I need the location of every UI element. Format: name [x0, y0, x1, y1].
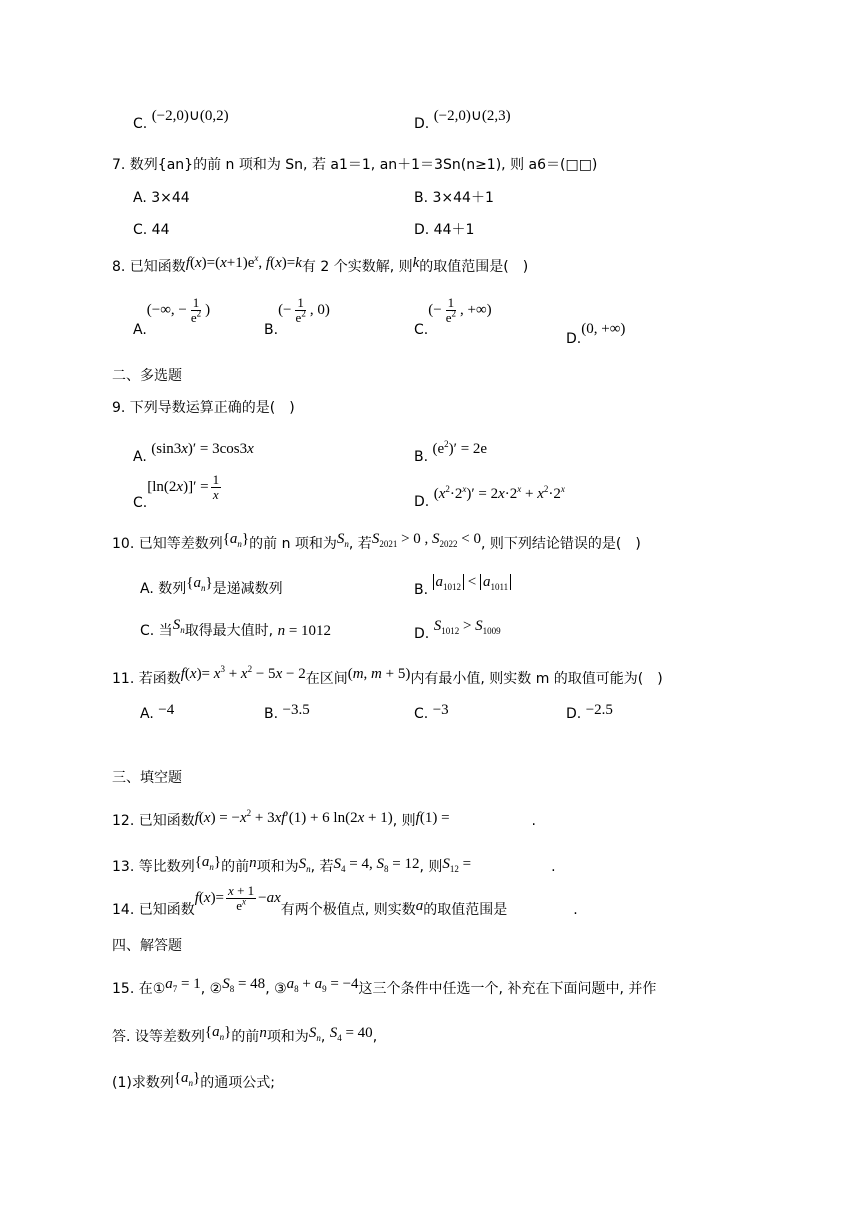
option-value: −2.5	[585, 702, 613, 718]
math-expr: (− $\frac{1}{e^2}$ , +∞)	[428, 295, 492, 325]
q9-option-c	[133, 472, 223, 512]
math-expr: (−∞, − $\frac{1}{e^2}$ )	[146, 295, 211, 325]
option-label: C.	[414, 706, 429, 722]
q14-stem	[112, 883, 578, 919]
section-title: 四、解答题	[112, 938, 182, 954]
math-expr: (0, +∞)	[581, 321, 626, 337]
q10-stem	[112, 531, 641, 553]
q10-option-d	[414, 617, 501, 642]
math-k: k	[412, 255, 420, 271]
q11-option-b	[264, 702, 310, 723]
q8-option-d	[566, 320, 626, 347]
stem-text: 在区间	[305, 671, 348, 687]
math-expr: $f(x) = -x^2 + 3xf'(1) + 6$ ln(2x + 1)	[194, 808, 393, 826]
q7-option-d: D. 44＋1	[414, 222, 475, 238]
blank-end: .	[551, 859, 556, 875]
math-expr: $a_7 = 1$	[165, 976, 201, 994]
math-seq: $\{a_n\}$	[204, 1024, 232, 1042]
stem-text: 11. 若函数	[112, 671, 181, 687]
q8-option-c	[414, 295, 492, 339]
q9-option-b	[414, 439, 488, 465]
q7-option-c: C. 44	[133, 222, 170, 238]
circled-two: ②	[209, 981, 223, 997]
option-text: 是递减数列	[212, 581, 283, 597]
q8-stem	[112, 253, 529, 276]
math-sn: $S_n$	[172, 617, 185, 635]
q10-option-a	[140, 575, 283, 598]
option-label: A.	[133, 449, 147, 465]
stem-text: 14. 已知函数	[112, 902, 195, 919]
q15-line1: 15. 在$①a_7 = 1$, $②S_8 = 48$, $③a_8 + a_9 = -4$这三个条件中任选一个, 补充在下面问题中, 并作	[112, 976, 657, 997]
option-value: −3.5	[282, 702, 310, 718]
math-expr: $a_8 + a_9 = -4$	[286, 976, 359, 994]
q15-line3	[112, 1070, 275, 1092]
section-title: 三、填空题	[112, 770, 182, 786]
math-expr: f(1) =	[415, 810, 450, 826]
math-n: n	[249, 855, 257, 871]
option-label: B.	[414, 449, 429, 465]
option-label: B.	[264, 706, 279, 722]
stem-text: 的通项公式;	[200, 1075, 275, 1091]
math-seq: $\{a_n\}$	[173, 1070, 201, 1088]
q10-option-b	[414, 573, 511, 598]
math-expr: $a_{1012} < a_{1011}$	[433, 574, 512, 590]
option-value: −4	[158, 702, 175, 718]
math-seq: $\{a_n\}$	[194, 854, 222, 872]
q6-option-c	[133, 108, 229, 133]
stem-text: 的前	[221, 859, 250, 875]
stem-text: 的取值范围是( )	[419, 259, 529, 275]
circled-three: ③	[274, 981, 287, 997]
option-label: B.	[264, 322, 279, 339]
stem-text: , 若	[348, 536, 372, 552]
q11-stem	[112, 664, 663, 688]
math-expr: $S_{12}$ =	[442, 856, 472, 874]
math-expr: $(e^2)' = 2e$	[432, 439, 488, 457]
option-label: D.	[566, 331, 582, 347]
option-label: D.	[414, 626, 430, 642]
q15-line2	[112, 1024, 378, 1046]
math-sn: $S_n$	[298, 856, 311, 874]
stem-text: 有两个极值点, 则实数	[280, 902, 416, 919]
math-expr: f ( x )= $\frac{x + 1}{e^x}$ − ax	[194, 883, 281, 913]
blank-end: .	[531, 813, 536, 829]
math-expr: (sin3x)′ = 3cos3x	[151, 441, 254, 457]
math-a: a	[415, 898, 424, 915]
stem-text: 项和为	[256, 859, 299, 875]
math-expr: $S_{1012} > S_{1009}$	[433, 618, 501, 636]
math-sn: $S_n$	[308, 1025, 321, 1043]
math-expr: (− $\frac{1}{e^2}$ , 0)	[278, 295, 330, 325]
math-expr: n = 1012	[277, 623, 332, 639]
math-seq: $\{a_n\}$	[222, 531, 250, 549]
q9-stem: 9. 下列导数运算正确的是( )	[112, 400, 295, 416]
stem-text: , 则	[392, 813, 416, 829]
q6-option-d	[414, 108, 511, 133]
option-label: A. 数列	[140, 581, 187, 597]
math-expr: $S_{2021} > 0$ , $S_{2022} < 0$	[371, 531, 481, 549]
option-label: C.	[133, 116, 148, 132]
math-expr: (−2,0)∪(2,3)	[433, 108, 511, 124]
stem-text: ,	[320, 1029, 326, 1045]
stem-text: 内有最小值, 则实数 m 的取值可能为( )	[410, 671, 663, 687]
blank-end: .	[573, 902, 578, 919]
option-label: A.	[133, 322, 147, 339]
stem-text: 有 2 个实数解, 则	[301, 259, 413, 275]
section-title: 二、多选题	[112, 368, 182, 384]
q8-option-a	[133, 295, 211, 339]
q8-option-b	[264, 295, 330, 339]
option-label: A.	[140, 706, 154, 722]
option-text: 取得最大值时,	[184, 623, 274, 639]
option-label: D.	[566, 706, 582, 722]
option-label: C. 当	[140, 623, 173, 639]
stem-text: , 若	[310, 859, 334, 875]
q13-stem	[112, 854, 556, 876]
stem-text: , 则	[419, 859, 443, 875]
math-expr: $S_4 = 4$, $S_8 = 12$	[333, 856, 420, 874]
math-expr: (−2,0)∪(0,2)	[151, 108, 229, 124]
stem-text: 的前 n 项和为	[249, 536, 337, 552]
stem-text: 8. 已知函数	[112, 259, 186, 275]
stem-text: 12. 已知函数	[112, 813, 195, 829]
option-label: D.	[414, 116, 430, 132]
circled-one: ①	[152, 981, 166, 997]
stem-text: 15. 在	[112, 981, 153, 997]
q7-option-a: A. 3×44	[133, 190, 190, 206]
stem-text: 答. 设等差数列	[112, 1029, 205, 1045]
q7-option-b: B. 3×44＋1	[414, 190, 494, 206]
stem-text: , 则下列结论错误的是( )	[481, 536, 641, 552]
option-label: C.	[414, 322, 429, 339]
stem-text: 这三个条件中任选一个, 补充在下面问题中, 并作	[358, 981, 657, 997]
option-label: C.	[133, 495, 148, 512]
stem-text: 10. 已知等差数列	[112, 536, 223, 552]
stem-text: 的前	[231, 1029, 260, 1045]
q9-option-d	[414, 484, 565, 510]
q11-option-a	[140, 702, 175, 723]
math-sn: $S_n$	[336, 531, 349, 549]
math-expr: $(x^2\cdot 2^x)' = 2x\cdot 2^x + x^2\cdot 2^x$	[433, 484, 565, 502]
stem-text: ,	[372, 1029, 378, 1045]
stem-text: (1)求数列	[112, 1075, 174, 1091]
stem-text: 项和为	[266, 1029, 309, 1045]
q10-option-c	[140, 617, 332, 640]
math-n: n	[259, 1025, 267, 1041]
option-value: −3	[432, 702, 449, 718]
math-expr: $f(x)= x^3 + x^2 - 5x - 2$	[180, 664, 306, 682]
option-label: D.	[414, 494, 430, 510]
q12-stem	[112, 808, 536, 830]
stem-text: 13. 等比数列	[112, 859, 195, 875]
math-expr: $S_8 = 48$	[222, 976, 266, 994]
q9-option-a	[133, 440, 254, 465]
q11-option-c	[414, 702, 449, 723]
math-expr: $S_4 = 40$	[329, 1025, 373, 1043]
q7-stem: 7. 数列{an}的前 n 项和为 Sn, 若 a1＝1, an＋1＝3Sn(n≥1), 则 a6＝(□□)	[112, 157, 598, 173]
stem-text: 的取值范围是	[423, 902, 508, 919]
q11-option-d	[566, 702, 613, 723]
math-expr: $f(x)=(x+1)e^x$, f(x)=k	[185, 253, 302, 271]
math-seq: $\{a_n\}$	[186, 575, 213, 593]
math-expr: [ln(2 x )]′ = $\frac{1}{x}$	[147, 472, 220, 502]
math-expr: (m, m + 5)	[347, 666, 411, 682]
option-label: B.	[414, 582, 429, 598]
